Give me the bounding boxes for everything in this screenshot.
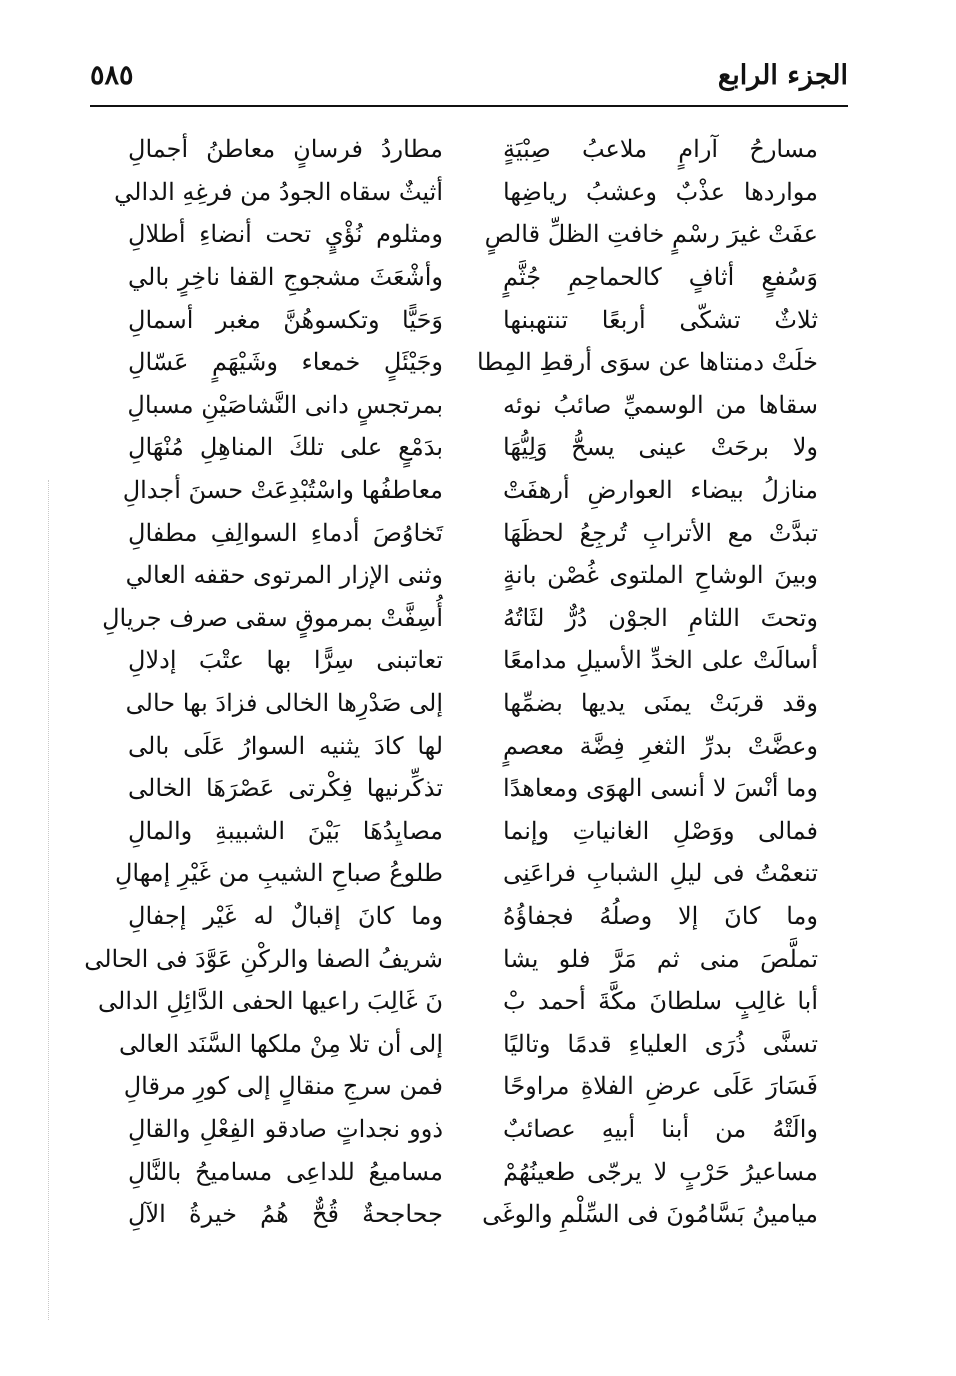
verse (118, 1022, 818, 1065)
verse-first-hemistich: منازلُ بيضاء العوارضِ أرهفَتْ (503, 476, 818, 505)
verse (114, 852, 818, 895)
verse (128, 128, 818, 171)
verse-first-hemistich: وتحتَ اللثامِ الجوْن دُرٌّ لثَاتُهُ (503, 603, 818, 632)
verse-first-hemistich: وما كانَ إلا وصلُهُ فجفاؤُهُ (503, 901, 818, 930)
verse (102, 597, 818, 640)
verse (128, 1193, 818, 1236)
verse-second-hemistich: وَحَيًّا وتكسوهُنَّ مغبر أسمالِ (128, 305, 443, 334)
verse (84, 937, 818, 980)
verse-second-hemistich: مصايِدُهَا بَيْنَ الشبيبةِ والمالِ (128, 816, 443, 845)
verse-second-hemistich: بدَمْعٍ على تلكَ المناهِلِ مُنْهَالِ (128, 433, 443, 462)
verse (125, 682, 818, 725)
verse (128, 256, 818, 299)
verse-first-hemistich: أبا غالِبٍ سلطانَ مكَّةَ أحمد بْ (503, 987, 818, 1016)
verse-second-hemistich: تذكِّرنيها فِكْرتى عَصْرَهَا الخالى (128, 774, 443, 803)
verse (98, 980, 818, 1023)
verse-second-hemistich: ومثلوم نُؤْيٍ تحت أنضاءِ أطلالِ (128, 220, 443, 249)
verse (128, 1150, 818, 1193)
verse-second-hemistich: شريفُ الصفا والركْنِ عَوَّدَ فى الحالى (84, 944, 443, 973)
verse-second-hemistich: نَ غَالِبَ راعيها الحفى الدَّائِلِ الدالى (98, 987, 443, 1016)
verse (128, 341, 818, 384)
margin-guide-line (48, 480, 49, 1320)
verse-second-hemistich: وثنى الإزار المرتوى حقفه العالي (125, 561, 443, 590)
verse-second-hemistich: بمرتجسٍ دانى النَّشاصَيْنِ مسبالِ (127, 390, 443, 419)
header-rule (90, 105, 848, 107)
verse-first-hemistich: تسنَّى ذُرَى العلياءِ قدمًا وتاليًا (503, 1029, 818, 1058)
verse (128, 810, 818, 853)
verse-first-hemistich: والَتْهُ من أبنا أبيهِ عصائبٌ (503, 1114, 818, 1143)
verse (123, 1065, 818, 1108)
verse-first-hemistich: أسالَتْ على الخدِّ الأسيلِ مدامعًا (503, 646, 818, 675)
verse (128, 1108, 818, 1151)
verse-second-hemistich: أثيثٌ سقاه الجودُ من فرغِهِ الدالي (114, 177, 443, 206)
verse (114, 171, 818, 214)
verse-first-hemistich: مواردها عذْبٌ وعشبُ رياضِها (503, 177, 818, 206)
verse-first-hemistich: خلَتْ دمنتاها عن سوَى أرقطِ المِطا (476, 348, 818, 377)
page-header (90, 58, 848, 102)
verse-second-hemistich: مطاردُ فرسانٍ معاطنُ أجمالِ (128, 135, 443, 164)
verse-first-hemistich: وَسُفعٍ أثافٍ كالحماحِمِ جُثَّمٍ (503, 263, 818, 292)
verse (128, 298, 818, 341)
verse-second-hemistich: تَخاوُصَ أدماءِ السوالِفِ مطفالِ (128, 518, 443, 547)
verse-first-hemistich: وما أنْسَ لا أنسى الهوَى ومعاهدًا (503, 774, 818, 803)
verse-second-hemistich: تعاتبنى سِرًّا بها عتْبَ إدلالِ (128, 646, 443, 675)
page-number: ٥٨٥ (90, 60, 134, 91)
verse (128, 213, 818, 256)
verse (128, 639, 818, 682)
verse-second-hemistich: أُسِفَّتْ بمرموقٍ سقى صرف جريالِ (102, 603, 443, 632)
verse-second-hemistich: إلى أن تلا مِنْ ملكها السَّنَد العالى (118, 1029, 443, 1058)
verse-first-hemistich: ثلاثٌ تشكّى أربعًا تنتهبنها (503, 305, 818, 334)
verse-first-hemistich: مسارحُ آرامٍ ملاعبُ صِبْيَةٍ (503, 135, 818, 164)
verse-first-hemistich: ميامينُ بَسَّامُونَ فى السِّلْمِ والوغَى (482, 1200, 818, 1229)
verse-first-hemistich: وعضَّتْ بدرِّ الثغرِ فِضَّة معصمٍ (503, 731, 818, 760)
verse (128, 511, 818, 554)
verse-first-hemistich: فَسَارَ عَلَى عرضِ الفلاةِ مراوحًا (503, 1072, 818, 1101)
verse-second-hemistich: وجَيْئَلٍ خمعاء وشَيْهَمٍ عَسّالِ (128, 348, 443, 377)
verse-first-hemistich: سقاها من الوسميِّ صائبُ نوئه (503, 390, 818, 419)
verse (128, 895, 818, 938)
verse (125, 554, 818, 597)
verse-second-hemistich: ذوو نجداتٍ صادقو الفِعْلِ والقالِ (128, 1114, 443, 1143)
verse-first-hemistich: وبينَ الوشاحِ الملتوى غُصْن بانةٍ (503, 561, 818, 590)
verse-first-hemistich: تنعمْتُ فى ليلِ الشبابِ فراعَنِى (503, 859, 818, 888)
verse (128, 426, 818, 469)
verse-second-hemistich: لها كادَ يثنيه السوارُ عَلَى بالى (128, 731, 443, 760)
verse-first-hemistich: وقد قربَتْ يمنَى يديها بضمِّها (503, 689, 818, 718)
verse-second-hemistich: مساميعُ للداعِى مساميحُ بالنَّالِ (128, 1157, 443, 1186)
verse-second-hemistich: وما كانَ إقبالٌ له غَيْر إجفالِ (128, 901, 443, 930)
verse-first-hemistich: فمالى ووَصْلِ الغانياتِ وإنما (503, 816, 818, 845)
verse-second-hemistich: جحاجحةٌ قُحٌّ هُمُ خيرةُ الآلِ (128, 1200, 443, 1229)
verse (128, 724, 818, 767)
verse-second-hemistich: إلى صَدْرِها الخالى فزادَ بها حالى (125, 689, 443, 718)
verse-first-hemistich: عفَتْ غيرَ رسْمٍ خافتِ الظلِّ قالصٍ (484, 220, 818, 249)
verse (122, 469, 818, 512)
verse-second-hemistich: معاطفُها واسْتُبْدِعَتْ حسنَ أجدالِ (122, 476, 443, 505)
verse (128, 384, 818, 427)
verse (128, 767, 818, 810)
verse-second-hemistich: فمن سرجِ منقالٍ إلى كورِ مرقالِ (123, 1072, 443, 1101)
verse-second-hemistich: وأشْعَثَ مشجوجِ القفا ناخِرٍ بالي (128, 263, 443, 292)
running-title: الجزء الرابع (717, 60, 848, 91)
verse-first-hemistich: تبدَّتْ مع الأترابِ تُرجِعُ لحظَهَا (503, 518, 818, 547)
verse-second-hemistich: طلوعُ صباحِ الشيبِ من غَيْرِ إمهالِ (114, 859, 443, 888)
verse-first-hemistich: مساعيرُ حَرْبٍ لا يرجّى طعينُهُمْ (503, 1157, 818, 1186)
verse-first-hemistich: تملَّصَ منى ثم مَرَّ فلو يشا (503, 944, 818, 973)
verse-first-hemistich: ولا برحَتْ عينى يسحُّ وَلِيُّهَا (503, 433, 818, 462)
poem (84, 128, 818, 1235)
